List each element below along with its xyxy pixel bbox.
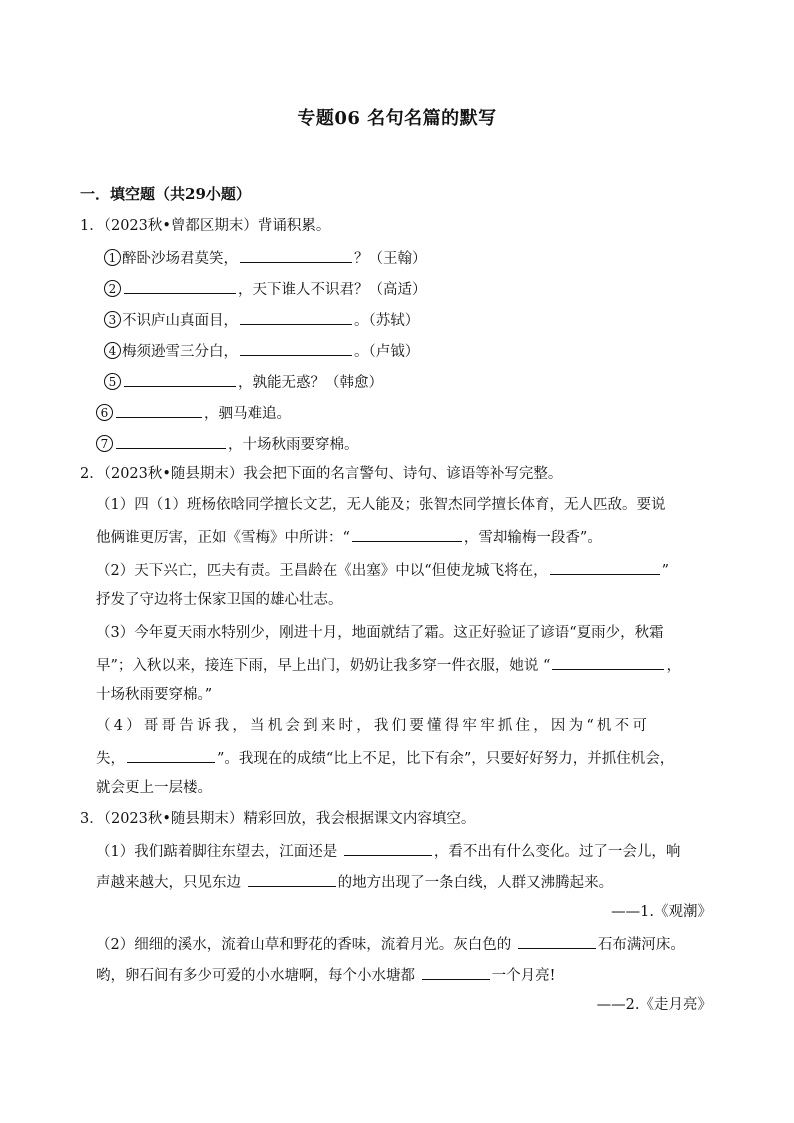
q2-part2-line2: 抒发了守边将士保家卫国的雄心壮志。 bbox=[96, 592, 343, 608]
question-3-stem: 3．（2023秋•随县期末）精彩回放，我会根据课文内容填空。 bbox=[80, 811, 476, 827]
answer-blank bbox=[550, 559, 660, 575]
q2-part2-line1: （2）天下兴亡，匹夫有责。王昌龄在《出塞》中以“但使龙城飞将在， ” bbox=[96, 559, 669, 581]
q3-part1-source: ——1.《观潮》 bbox=[611, 904, 712, 920]
page-title: 专题06 名句名篇的默写 bbox=[297, 108, 497, 129]
answer-blank bbox=[240, 340, 352, 356]
circled-number: 3 bbox=[104, 311, 121, 328]
circled-number: 2 bbox=[104, 280, 121, 297]
circled-number: 6 bbox=[96, 404, 113, 421]
answer-blank bbox=[116, 402, 202, 418]
q2-part4-line2: 失， ”。我现在的成绩“比上不足，比下有余”，只要好好努力，并抓住机会， bbox=[96, 747, 674, 769]
answer-blank bbox=[240, 247, 352, 263]
answer-blank bbox=[116, 433, 226, 449]
circled-number: 7 bbox=[96, 435, 113, 452]
answer-blank bbox=[352, 526, 462, 542]
q3-part1-line1: （1）我们踮着脚往东望去，江面还是 ，看不出有什么变化。过了一会儿，响 bbox=[96, 840, 680, 862]
q3-part2-source: ——2.《走月亮》 bbox=[596, 997, 712, 1013]
q2-part4-line3: 就会更上一层楼。 bbox=[96, 780, 212, 796]
circled-number: 1 bbox=[104, 249, 121, 266]
answer-blank bbox=[552, 654, 664, 670]
answer-blank bbox=[240, 309, 352, 325]
answer-blank bbox=[248, 871, 336, 887]
answer-blank bbox=[518, 933, 596, 949]
answer-blank bbox=[422, 964, 490, 980]
answer-blank bbox=[344, 840, 432, 856]
q1-item-4: 4 梅须逊雪三分白， 。（卢钺） bbox=[104, 340, 419, 362]
answer-blank bbox=[124, 371, 236, 387]
q2-part3-line1: （3）今年夏天雨水特别少，刚进十月，地面就结了霜。这正好验证了谚语“夏雨少，秋霜 bbox=[96, 625, 664, 641]
question-1-stem: 1．（2023秋•曾都区期末）背诵积累。 bbox=[80, 218, 331, 234]
q2-part3-line3: 十场秋雨要穿棉。” bbox=[96, 687, 213, 703]
q3-part2-line1: （2）细细的溪水，流着山草和野花的香味，流着月光。灰白色的 石布满河床。 bbox=[96, 933, 685, 955]
q3-part2-line2: 哟，卵石间有多少可爱的小水塘啊，每个小水塘都 一个月亮! bbox=[96, 964, 555, 986]
q1-item-5: 5 ，孰能无惑？（韩愈） bbox=[104, 371, 383, 393]
q3-part1-line2: 声越来越大，只见东边 的地方出现了一条白线，人群又沸腾起来。 bbox=[96, 871, 613, 893]
q1-item-1: 1 醉卧沙场君莫笑， ？（王翰） bbox=[104, 247, 427, 269]
q1-item-3: 3 不识庐山真面目， 。（苏轼） bbox=[104, 309, 419, 331]
q2-part3-line2: 早”；入秋以来，接连下雨，早上出门，奶奶让我多穿一件衣服，她说 “ ， bbox=[96, 654, 681, 676]
q2-part1-line2: 他俩谁更厉害，正如《雪梅》中所讲：“ ，雪却输梅一段香”。 bbox=[96, 526, 602, 548]
answer-blank bbox=[124, 278, 236, 294]
q1-item-6: 6 ，驷马难追。 bbox=[96, 402, 291, 424]
q1-item-7: 7 ，十场秋雨要穿棉。 bbox=[96, 433, 359, 455]
q1-item-2: 2 ，天下谁人不识君？（高适） bbox=[104, 278, 427, 300]
q2-part4-line1: （4）哥哥告诉我，当机会到来时，我们要懂得牢牢抓住，因为“机不可 bbox=[96, 718, 651, 734]
section-heading: 一．填空题（共29小题） bbox=[80, 185, 251, 203]
answer-blank bbox=[127, 747, 215, 763]
circled-number: 4 bbox=[104, 342, 121, 359]
circled-number: 5 bbox=[104, 373, 121, 390]
question-2-stem: 2．（2023秋•随县期末）我会把下面的名言警句、诗句、谚语等补写完整。 bbox=[80, 466, 563, 482]
q2-part1-line1: （1）四（1）班杨依晗同学擅长文艺，无人能及；张智杰同学擅长体育，无人匹敌。要说 bbox=[96, 497, 666, 513]
